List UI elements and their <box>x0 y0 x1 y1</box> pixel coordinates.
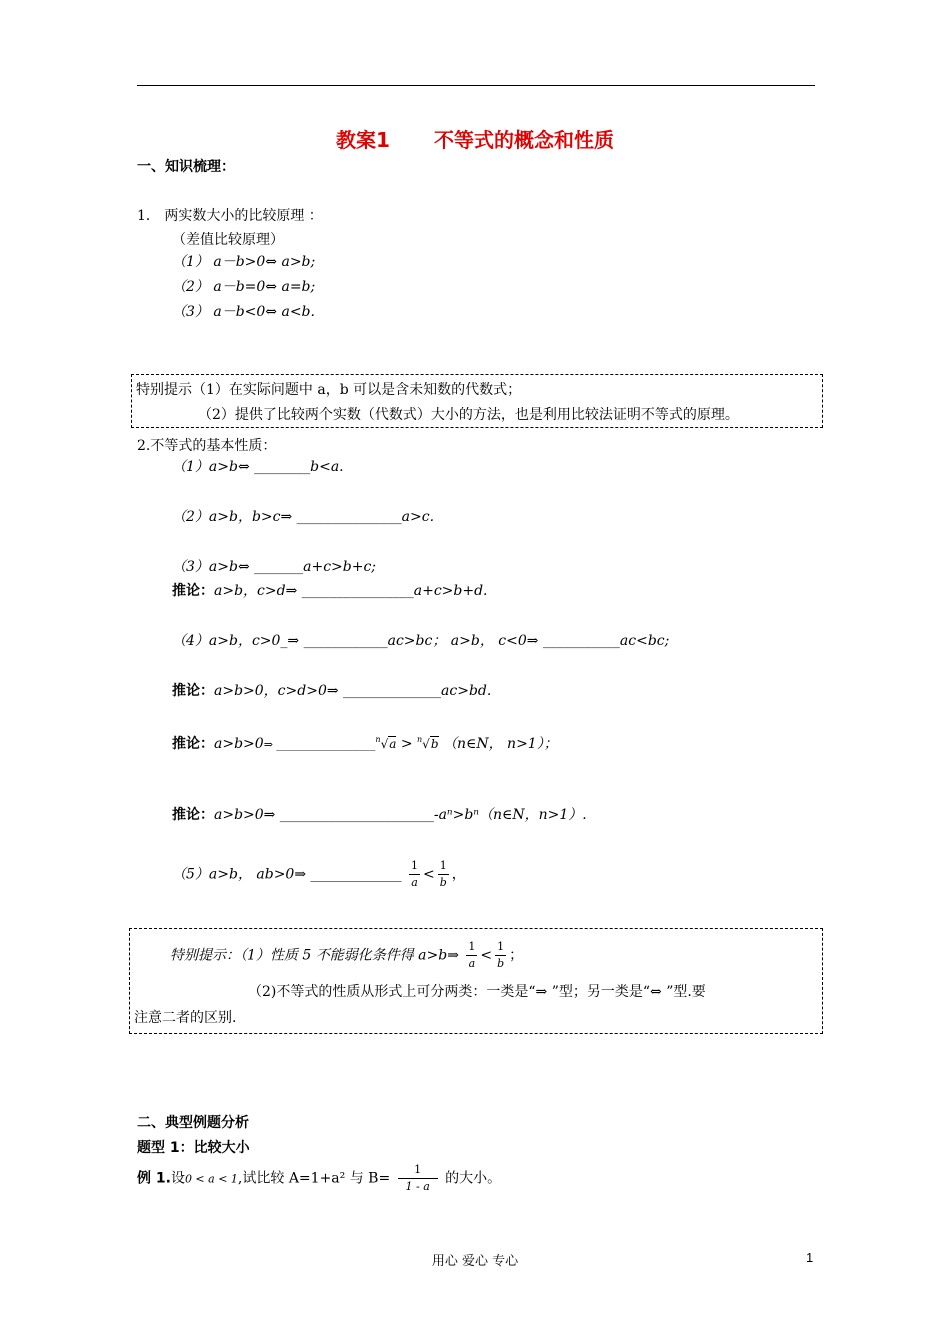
example-1-text-3: 的大小。 <box>445 1170 502 1187</box>
fraction-1-over-a: $\frac{1}{a}$ <box>410 859 418 889</box>
corollary-3-post: （n∈N， n>1）； <box>442 736 558 752</box>
box-2-line-2: （2)不等式的性质从形式上可分两类：一类是“⇒ ”型；另一类是“⇔ ”型.要 <box>248 984 706 1000</box>
corollary-3-gt: > <box>400 736 413 752</box>
corollary-label: 推论： <box>172 683 214 699</box>
fraction-1-over-b: $\frac{1}{b}$ <box>439 859 447 889</box>
corollary-2-text: a>b>0，c>d>0⇒ ______________ac>bd. <box>214 683 492 699</box>
property-1: （1）a>b⇔ ________b<a. <box>172 459 344 475</box>
corollary-label: 推论： <box>172 807 214 823</box>
property-5-post: ， <box>451 866 466 883</box>
item-1-heading: 1． 两实数大小的比较原理 ： <box>137 208 323 224</box>
box-2-line-1 <box>170 939 523 972</box>
box-1-line-1: 特别提示（1）在实际问题中 a，b 可以是含未知数的代数式； <box>136 382 522 398</box>
item-1-line-2: （2） a－b=0⇔ a=b; <box>172 279 316 295</box>
fraction-1-over-1-minus-a: $\frac{1}{1 - a}$ <box>398 1162 438 1195</box>
example-1-condition: 0 < a < 1 <box>184 1172 238 1186</box>
corollary-3-condition: a>b>0 <box>214 736 264 752</box>
example-1-label: 例 1. <box>137 1170 171 1187</box>
page-number: 1 <box>806 1250 814 1265</box>
lt-sign: < <box>480 947 493 964</box>
corollary-label: 推论： <box>172 583 214 599</box>
corollary-1-text: a>b，c>d⇒ ________________a+c>b+d. <box>214 583 488 599</box>
footer-slogan: 用心 爱心 专心 <box>431 1254 519 1269</box>
fraction-1-over-b: $\frac{1}{b}$ <box>497 940 505 970</box>
root-b: $^n$√b <box>417 735 439 751</box>
corollary-4 <box>172 804 587 824</box>
corollary-2 <box>172 680 491 700</box>
example-1-text-2: ,试比较 A=1+a² 与 B= <box>237 1170 391 1187</box>
special-note-box-2 <box>129 928 823 1034</box>
lt-sign: < <box>422 866 435 883</box>
fraction-1-over-a: $\frac{1}{a}$ <box>468 940 476 970</box>
box-2-line-1-post: ； <box>509 947 524 964</box>
example-1-text-1: 设 <box>170 1170 185 1187</box>
property-3: （3）a>b⇔ _______a+c>b+c; <box>172 559 377 575</box>
example-1 <box>137 1162 501 1195</box>
section-1-heading: 一、知识梳理： <box>137 159 235 175</box>
header-rule <box>137 85 815 86</box>
item-1-line-1: （1） a－b>0⇔ a>b; <box>172 254 316 270</box>
corollary-1 <box>172 580 488 600</box>
property-4: （4）a>b，c>0_⇒ ____________ac>bc； a>b， c<0⇒ ___________ac<bc; <box>172 633 670 649</box>
type-1-heading: 题型 1：比较大小 <box>137 1140 250 1156</box>
property-5-text: （5）a>b， ab>0⇒ _____________ <box>172 866 402 883</box>
box-2-line-1-text: 特别提示：（1）性质 5 不能弱化条件得 a>b⇒ <box>170 947 459 964</box>
root-a: $^n$√a <box>375 735 397 751</box>
box-2-line-3: 注意二者的区别. <box>134 1010 237 1026</box>
page-title: 教案1 不等式的概念和性质 <box>336 128 614 152</box>
special-note-box-1 <box>131 374 823 428</box>
item-1-sub: （差值比较原理） <box>172 232 284 248</box>
box-1-line-2: （2）提供了比较两个实数（代数式）大小的方法，也是利用比较法证明不等式的原理。 <box>198 407 739 423</box>
property-2: （2）a>b，b>c⇒ _______________a>c. <box>172 509 435 525</box>
item-2-heading: 2.不等式的基本性质： <box>137 438 277 454</box>
item-1-line-3: （3） a－b<0⇔ a<b. <box>172 304 315 320</box>
corollary-3-blank: ⇒ __________________ <box>263 738 376 751</box>
corollary-3 <box>172 733 558 753</box>
corollary-4-text: a>b>0⇒ ______________________-aⁿ>bⁿ（n∈N，n>1）. <box>214 807 587 823</box>
section-2-heading: 二、典型例题分析 <box>137 1115 249 1131</box>
property-5 <box>172 858 466 891</box>
corollary-label: 推论： <box>172 736 214 752</box>
